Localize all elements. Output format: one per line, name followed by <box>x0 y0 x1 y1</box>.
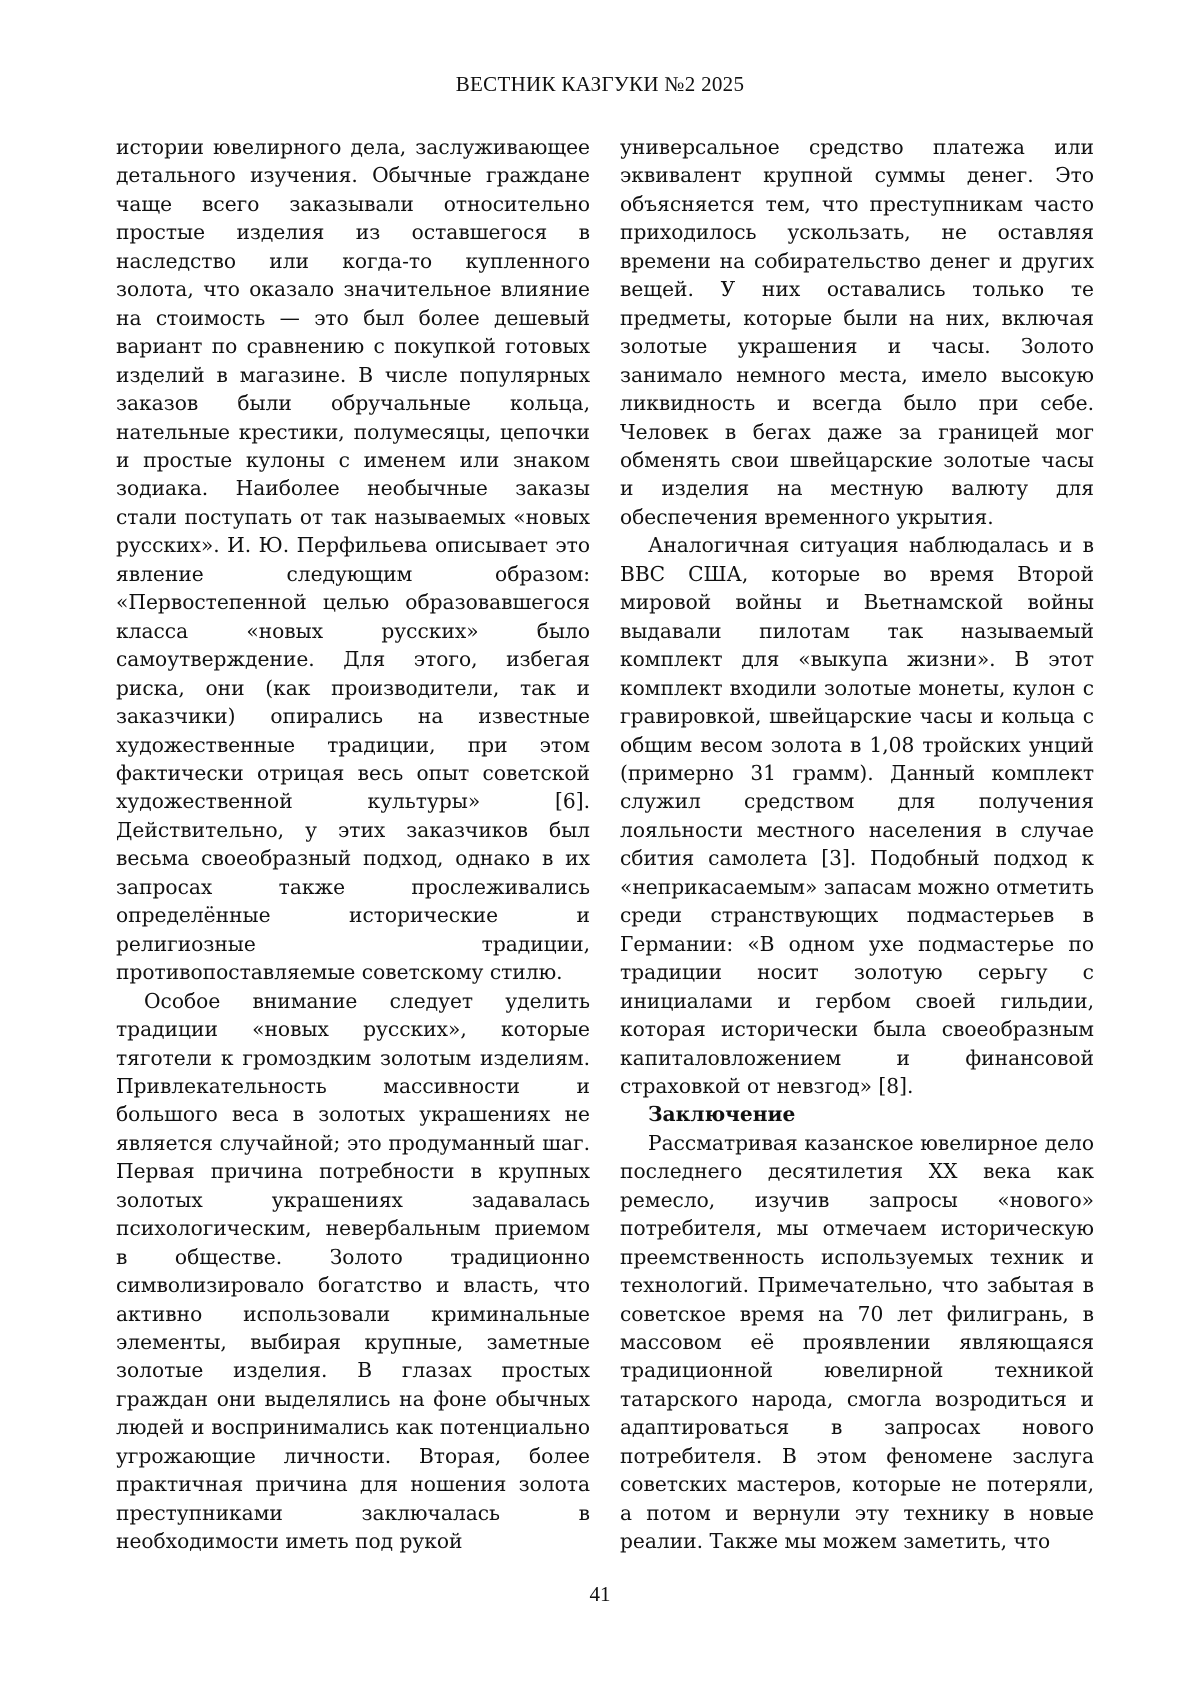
left-column <box>116 133 590 1556</box>
right-column <box>620 133 1094 1556</box>
body-paragraph: универсальное средство платежа или эквивалент крупной суммы денег. Это объясняется тем, что преступникам часто приходилось ускользать, не оставляя времени на собирательство денег и других вещей. У них оставались только те предметы, которые были на них, включая золотые украшения и часы. Золото занимало немного места, имело высокую ликвидность и всегда было при себе. Человек в бегах даже за границей мог обменять свои швейцарские золотые часы и изделия на местную валюту для обеспечения временного укрытия. <box>620 135 1094 529</box>
body-paragraph: Аналогичная ситуация наблюдалась и в ВВС США, которые во время Второй мировой войны и Вьетнамской войны выдавали пилотам так называемый комплект для «выкупа жизни». В этот комплект входили золотые монеты, кулон с гравировкой, швейцарские часы и кольца с общим весом золота в 1,08 тройских унций (примерно 31 грамм). Данный комплект служил средством для получения лояльности местного населения в случае сбития самолета [3]. Подобный подход к «неприкасаемым» запасам можно отметить среди странствующих подмастерьев в Германии: «В одном ухе подмастерье по традиции носит золотую серьгу с инициалами и гербом своей гильдии, которая исторически была своеобразным капиталовложением и финансовой страховкой от невзгод» [8]. <box>620 533 1094 1098</box>
body-paragraph: истории ювелирного дела, заслуживающее детального изучения. Обычные граждане чаще всего заказывали относительно простые изделия из оставшегося в наследство или когда-то купленного золота, что оказало значительное влияние на стоимость — это был более дешевый вариант по сравнению с покупкой готовых изделий в магазине. В числе популярных заказов были обручальные кольца, нательные крестики, полумесяцы, цепочки и простые кулоны с именем или знаком зодиака. Наиболее необычные заказы стали поступать от так называемых «новых русских». И. Ю. Перфильева описывает это явление следующим образом: «Первостепенной целью образовавшегося класса «новых русских» было самоутверждение. Для этого, избегая риска, они (как производители, так и заказчики) опирались на известные художественные традиции, при этом фактически отрицая весь опыт советской художественной культуры» [6]. Действительно, у этих заказчиков был весьма своеобразный подход, однако в их запросах также прослеживались определённые исторические и религиозные традиции, противопоставляемые советскому стилю. <box>116 135 590 985</box>
section-heading: Заключение <box>648 1102 796 1127</box>
body-paragraph: Рассматривая казанское ювелирное дело последнего десятилетия XX века как ремесло, изучив запросы «нового» потребителя, мы отмечаем историческую преемственность используемых техник и технологий. Примечательно, что забытая в советское время на 70 лет филигрань, в массовом её проявлении являющаяся традиционной ювелирной техникой татарского народа, смогла возродиться и адаптироваться в запросах нового потребителя. В этом феномене заслуга советских мастеров, которые не потеряли, а потом и вернули эту технику в новые реалии. Также мы можем заметить, что <box>620 1130 1094 1554</box>
body-paragraph: Особое внимание следует уделить традиции «новых русских», которые тяготели к громоздким золотым изделиям. Привлекательность массивности и большого веса в золотых украшениях не является случайной; это продуманный шаг. Первая причина потребности в крупных золотых украшениях задавалась психологическим, невербальным приемом в обществе. Золото традиционно символизировало богатство и власть, что активно использовали криминальные элементы, выбирая крупные, заметные золотые изделия. В глазах простых граждан они выделялись на фоне обычных людей и воспринимались как потенциально угрожающие личности. Вторая, более практичная причина для ношения золота преступниками заключалась в необходимости иметь под рукой <box>116 988 590 1554</box>
journal-header: ВЕСТНИК КАЗГУКИ №2 2025 <box>455 72 745 96</box>
page-number: 41 <box>589 1582 611 1606</box>
